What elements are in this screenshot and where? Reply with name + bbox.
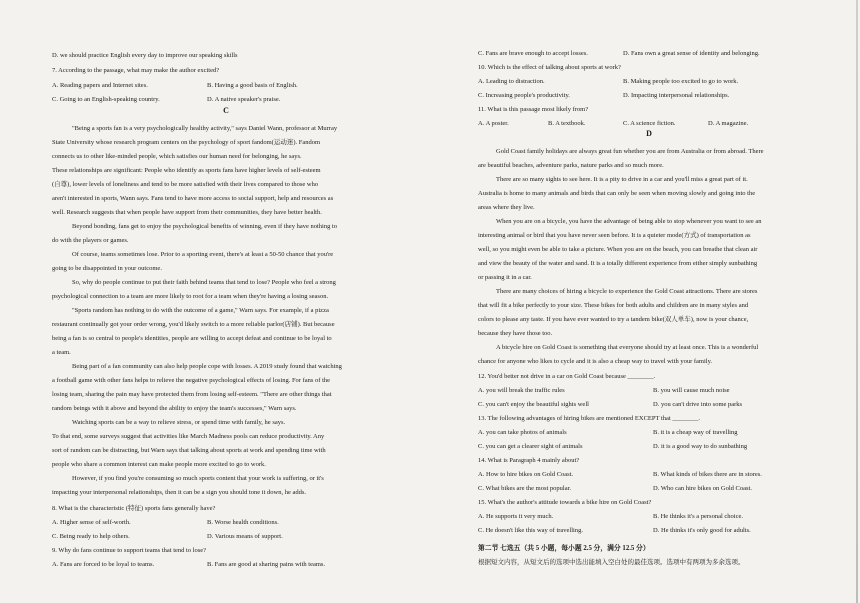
- question-15-option-b: B. He thinks it's a personal choice.: [653, 513, 743, 520]
- passage-c-line: "Sports random has nothing to do with the outcome of a game," Warn says. For example, if a pizza: [72, 307, 329, 314]
- question-15: 15. What's the author's attitude towards a bike hire on Gold Coast?: [478, 499, 652, 506]
- passage-c-line: do with the players or games.: [52, 237, 129, 244]
- question-7-option-d: D. A native speaker's praise.: [207, 96, 281, 103]
- question-6-option-d: D. we should practice English every day to improve our speaking skills: [52, 52, 238, 59]
- question-15-option-c: C. He doesn't like this way of travelling.: [478, 527, 583, 534]
- question-9-option-b: B. Fans are good at sharing pains with teams.: [207, 561, 326, 568]
- question-15-option-a: A. He supports it very much.: [478, 513, 554, 520]
- question-12-option-a: A. you will break the traffic rules: [478, 387, 565, 394]
- question-14-option-b: B. What kinds of bikes there are in stores.: [653, 471, 762, 478]
- passage-c-line: "Being a sports fan is a very psychologically healthy activity," says Daniel Wann, professor at Murray: [72, 125, 338, 132]
- right-column: [478, 0, 820, 603]
- section-c-heading: C: [223, 106, 229, 115]
- question-10-option-c: C. Increasing people's productivity.: [478, 92, 570, 99]
- passage-c-line: going to be disappointed in your outcome.: [52, 265, 162, 272]
- passage-c-line: Beyond bonding, fans get to enjoy the psychological benefits of winning, even if they have nothing to: [72, 223, 338, 230]
- passage-c-line: being a fan is so central to people's identities, people are willing to accept defeat and continue to be loyal to: [52, 335, 332, 342]
- question-11-option-b: B. A textbook.: [548, 120, 586, 127]
- question-7-option-a: A. Reading papers and Internet sites.: [52, 82, 148, 89]
- passage-c-line: losing team, sharing the pain may have protected them from losing self-esteem. "There are other things that: [52, 391, 332, 398]
- passage-c-line: State University whose research program centers on the psychology of sport fandom(运动迷). Fandom: [52, 139, 321, 146]
- question-15-option-d: D. He thinks it's only good for adults.: [653, 527, 751, 534]
- question-13-option-b: B. it is a cheap way of travelling: [653, 429, 738, 436]
- question-13-option-c: C. you can get a clearer sight of animals: [478, 443, 583, 450]
- page-edge: [856, 0, 858, 603]
- passage-d-line: A bicycle hire on Gold Coast is something that everyone should try at least once. This is a wonderful: [496, 344, 759, 351]
- section-d-heading: D: [646, 129, 652, 138]
- passage-c-line: people who share a common interest can make people more excited to go to work.: [52, 461, 266, 468]
- question-14-option-a: A. How to hire bikes on Gold Coast.: [478, 471, 574, 478]
- passage-c-line: impacting your interpersonal relationships, then it can be a sign you should tone it down, he adds.: [52, 489, 306, 496]
- question-11: 11. What is this passage most likely from?: [478, 106, 589, 113]
- question-12-option-c: C. you can't enjoy the beautiful sights well: [478, 401, 589, 408]
- question-9-option-a: A. Fans are forced to be loyal to teams.: [52, 561, 155, 568]
- question-8-option-a: A. Higher sense of self-worth.: [52, 519, 131, 526]
- question-11-option-a: A. A poster.: [478, 120, 509, 127]
- passage-d-line: chance for anyone who likes to cycle and it is also a cheap way to travel with your family.: [478, 358, 713, 365]
- passage-d-line: and view the beauty of the water and sand. It is a totally different experience from either simply sunbathing: [478, 260, 758, 267]
- passage-d-line: or passing it in a car.: [478, 274, 532, 281]
- question-14-option-c: C. What bikes are the most popular.: [478, 485, 572, 492]
- question-11-option-c: C. A science fiction.: [623, 120, 676, 127]
- passage-d-line: Gold Coast family holidays are always great fun whether you are from Australia or from abroad. There: [496, 148, 764, 155]
- passage-d-line: When you are on a bicycle, you have the advantage of being able to stop whenever you want to see an: [496, 218, 762, 225]
- question-13-option-d: D. it is a good way to do sunbathing: [653, 443, 748, 450]
- question-11-option-d: D. A magazine.: [708, 120, 749, 127]
- question-9-option-c: C. Fans are brave enough to accept losses.: [478, 50, 588, 57]
- question-9: 9. Why do fans continue to support teams that tend to lose?: [52, 547, 207, 554]
- passage-c-line: Being part of a fan community can also help people cope with losses. A 2019 study found that watching: [72, 363, 342, 370]
- passage-d-line: well, so you might even be able to take a picture. When you are on the beach, you can breathe that clean air: [478, 246, 758, 253]
- question-8-option-c: C. Being ready to help others.: [52, 533, 130, 540]
- question-9-option-d: D. Fans own a great sense of identity and belonging.: [623, 50, 760, 57]
- passage-d-line: because they have those too.: [478, 330, 553, 337]
- passage-d-line: colors to please any taste. If you have ever wanted to try a tandem bike(双人单车), now is your chance,: [478, 316, 749, 323]
- passage-d-line: Australia is home to many animals and birds that can only be seen when moving slowly and going into the: [478, 190, 756, 197]
- question-7-option-c: C. Going to an English-speaking country.: [52, 96, 160, 103]
- passage-c-line: These relationships are significant: People who identify as sports fans have higher levels of self-esteem: [52, 167, 321, 174]
- passage-c-line: Of course, teams sometimes lose. Prior to a sporting event, there's at least a 50-50 chance that you're: [72, 251, 334, 258]
- passage-c-line: connects us to other like-minded people, which satisfies our human need for belonging, he says.: [52, 153, 302, 160]
- passage-c-line: aren't interested in sports, Wann says. Fans tend to have more access to social support, help and resources as: [52, 195, 334, 202]
- question-7-option-b: B. Having a good basis of English.: [207, 82, 298, 89]
- question-8-option-b: B. Worse health conditions.: [207, 519, 279, 526]
- passage-d-line: that will fit a bike perfectly to your size. These bikes for both adults and children are in many styles and: [478, 302, 749, 309]
- passage-c-line: random beings with it above and beyond the ability to enjoy the team's successes," Warn says.: [52, 405, 297, 412]
- question-14-option-d: D. Who can hire bikes on Gold Coast.: [653, 485, 752, 492]
- section-2-instructions: 根据短文内容，从短文后的选项中选出能填入空白处的最佳选项。选项中有两项为多余选项。: [478, 559, 745, 566]
- question-8: 8. What is the characteristic (特征) sports fans generally have?: [52, 505, 216, 512]
- question-12-option-d: D. you can't drive into some parks: [653, 401, 743, 408]
- passage-c-line: However, if you find you're consuming so much sports content that your work is suffering, or it's: [72, 475, 324, 482]
- passage-c-line: To that end, some surveys suggest that activities like March Madness pools can reduce productivity. Any: [52, 433, 325, 440]
- passage-c-line: a football game with other fans helps to relieve the negative psychological effects of losing. For fans of the: [52, 377, 331, 384]
- question-10-option-a: A. Leading to distraction.: [478, 78, 545, 85]
- passage-c-line: So, why do people continue to put their faith behind teams that tend to lose? People who feel a strong: [72, 279, 336, 286]
- question-13-option-a: A. you can take photos of animals: [478, 429, 567, 436]
- left-column: [52, 0, 400, 603]
- question-12: 12. You'd better not drive in a car on Gold Coast because ________.: [478, 373, 656, 380]
- question-10-option-d: D. Impacting interpersonal relationships.: [623, 92, 730, 99]
- question-14: 14. What is Paragraph 4 mainly about?: [478, 457, 580, 464]
- question-8-option-d: D. Various means of support.: [207, 533, 283, 540]
- question-13: 13. The following advantages of hiring bikes are mentioned EXCEPT that ________.: [478, 415, 700, 422]
- passage-d-line: interesting animal or bird that you have never seen before. It is a quieter mode(方式) of transportation as: [478, 232, 751, 239]
- passage-c-line: well. Research suggests that when people have support from their communities, they have better health.: [52, 209, 322, 216]
- passage-d-line: There are so many sights to see here. It is a pity to drive in a car and you'll miss a great part of it.: [496, 176, 748, 183]
- question-12-option-b: B. you will cause much noise: [653, 387, 730, 394]
- passage-c-line: restaurant continually got your order wrong, you'd likely switch to a more reliable parlor(店铺). But because: [52, 321, 335, 328]
- passage-d-line: are beautiful beaches, adventure parks, nature parks and so much more.: [478, 162, 664, 169]
- passage-c-line: a team.: [52, 349, 71, 356]
- passage-c-line: (自尊), lower levels of loneliness and tend to be more satisfied with their lives compared to those who: [52, 181, 319, 188]
- passage-c-line: Watching sports can be a way to relieve stress, or spend time with family, he says.: [72, 419, 286, 426]
- question-7: 7. According to the passage, what may make the author excited?: [52, 67, 220, 74]
- passage-d-line: areas where they live.: [478, 204, 535, 211]
- question-10-option-b: B. Making people too excited to go to work.: [623, 78, 739, 85]
- passage-c-line: psychological connection to a team are more likely to root for a team when they're having a losing season.: [52, 293, 329, 300]
- question-10: 10. Which is the effect of talking about sports at work?: [478, 64, 621, 71]
- section-2-title: 第二节 七选五（共 5 小题，每小题 2.5 分，满分 12.5 分）: [478, 545, 650, 552]
- passage-c-line: sort of random can be distracting, but Warn says that talking about sports at work and spending time with: [52, 447, 326, 454]
- passage-d-line: There are many choices of hiring a bicycle to experience the Gold Coast attractions. There are stores: [496, 288, 758, 295]
